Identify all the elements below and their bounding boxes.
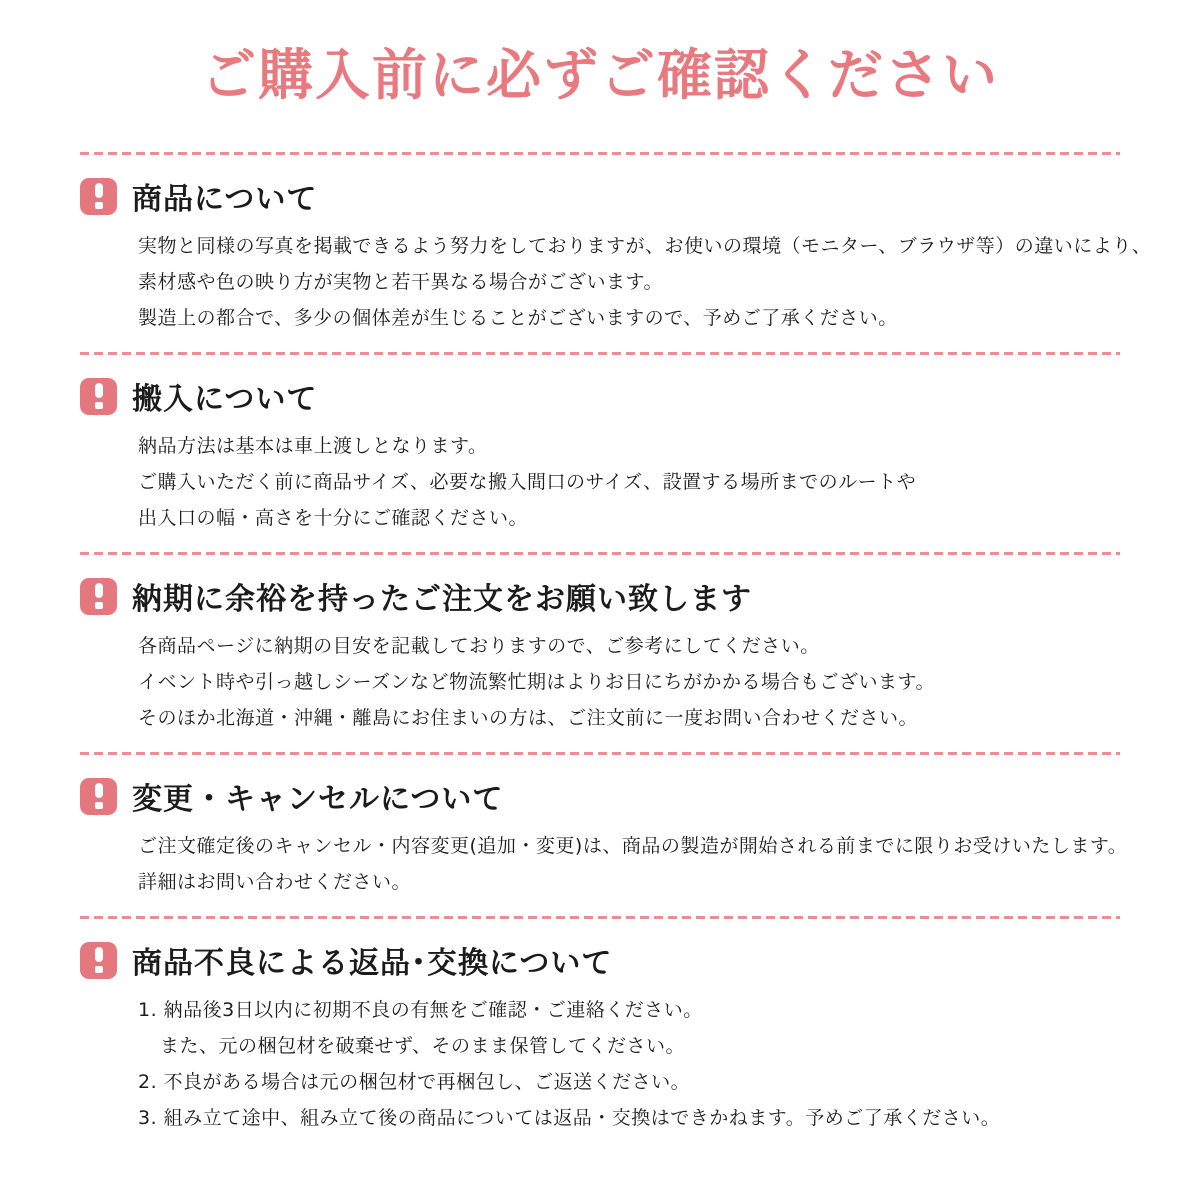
section-heading: 商品について bbox=[132, 182, 318, 217]
body-line: 製造上の都合で、多少の個体差が生じることがございますので、予めご了承ください。 bbox=[138, 307, 898, 329]
body-line: また、元の梱包材を破棄せず、そのまま保管してください。 bbox=[160, 1035, 685, 1057]
body-line: ご注文確定後のキャンセル・内容変更(追加・変更)は、商品の製造が開始される前までに限りお受けいたします。 bbox=[138, 835, 1128, 857]
exclamation-bar bbox=[95, 383, 103, 398]
section-body bbox=[138, 992, 1120, 1136]
body-line: 1. 納品後3日以内に初期不良の有無をご確認・ご連絡ください。 bbox=[138, 999, 703, 1021]
exclamation-dot bbox=[95, 802, 103, 809]
section-about-product bbox=[80, 155, 1152, 352]
section-heading: 商品不良による返品･交換について bbox=[132, 946, 613, 981]
section-change-cancel bbox=[80, 755, 1128, 916]
exclamation-bar bbox=[95, 583, 103, 598]
body-line: 3. 組み立て途中、組み立て後の商品については返品・交換はできかねます。予めご了承ください。 bbox=[138, 1107, 1001, 1129]
section-body bbox=[138, 228, 1152, 336]
section-return-exchange bbox=[80, 919, 1120, 1152]
section-body bbox=[138, 428, 1120, 536]
page-title: ご購入前に必ずご確認ください bbox=[200, 43, 999, 107]
exclamation-dot bbox=[95, 966, 103, 973]
exclamation-dot bbox=[95, 602, 103, 609]
section-header bbox=[80, 941, 1120, 979]
exclamation-bar bbox=[95, 183, 103, 198]
body-line: 2. 不良がある場合は元の梱包材で再梱包し、ご返送ください。 bbox=[138, 1071, 691, 1093]
section-body bbox=[138, 828, 1128, 900]
exclamation-dot bbox=[95, 402, 103, 409]
body-line: 出入口の幅・高さを十分にご確認ください。 bbox=[138, 507, 529, 529]
exclamation-icon bbox=[80, 178, 117, 215]
exclamation-bar bbox=[95, 947, 103, 962]
section-heading: 搬入について bbox=[132, 382, 318, 417]
body-line: イベント時や引っ越しシーズンなど物流繁忙期はよりお日にちがかかる場合もございます。 bbox=[138, 671, 936, 693]
section-carry-in bbox=[80, 355, 1120, 552]
body-line: 実物と同様の写真を掲載できるよう努力をしておりますが、お使いの環境（モニター、ブラウザ等）の違いにより、 bbox=[138, 235, 1152, 257]
section-heading: 変更・キャンセルについて bbox=[132, 782, 504, 817]
exclamation-icon bbox=[80, 942, 117, 979]
exclamation-dot bbox=[95, 202, 103, 209]
body-line: 納品方法は基本は車上渡しとなります。 bbox=[138, 435, 488, 457]
exclamation-icon bbox=[80, 378, 117, 415]
body-line: 詳細はお問い合わせください。 bbox=[138, 871, 412, 893]
section-header bbox=[80, 377, 1120, 415]
exclamation-icon bbox=[80, 778, 117, 815]
exclamation-icon bbox=[80, 578, 117, 615]
exclamation-bar bbox=[95, 783, 103, 798]
body-line: ご購入いただく前に商品サイズ、必要な搬入間口のサイズ、設置する場所までのルートや bbox=[138, 471, 917, 493]
section-header bbox=[80, 577, 1120, 615]
section-heading: 納期に余裕を持ったご注文をお願い致します bbox=[132, 582, 752, 617]
section-header bbox=[80, 777, 1120, 815]
body-line: そのほか北海道・沖縄・離島にお住まいの方は、ご注文前に一度お問い合わせください。 bbox=[138, 707, 919, 729]
section-header bbox=[80, 177, 1120, 215]
body-line: 各商品ページに納期の目安を記載しておりますので、ご参考にしてください。 bbox=[138, 635, 820, 657]
section-body bbox=[138, 628, 1120, 736]
body-line: 素材感や色の映り方が実物と若干異なる場合がございます。 bbox=[138, 271, 663, 293]
section-lead-time bbox=[80, 555, 1120, 752]
